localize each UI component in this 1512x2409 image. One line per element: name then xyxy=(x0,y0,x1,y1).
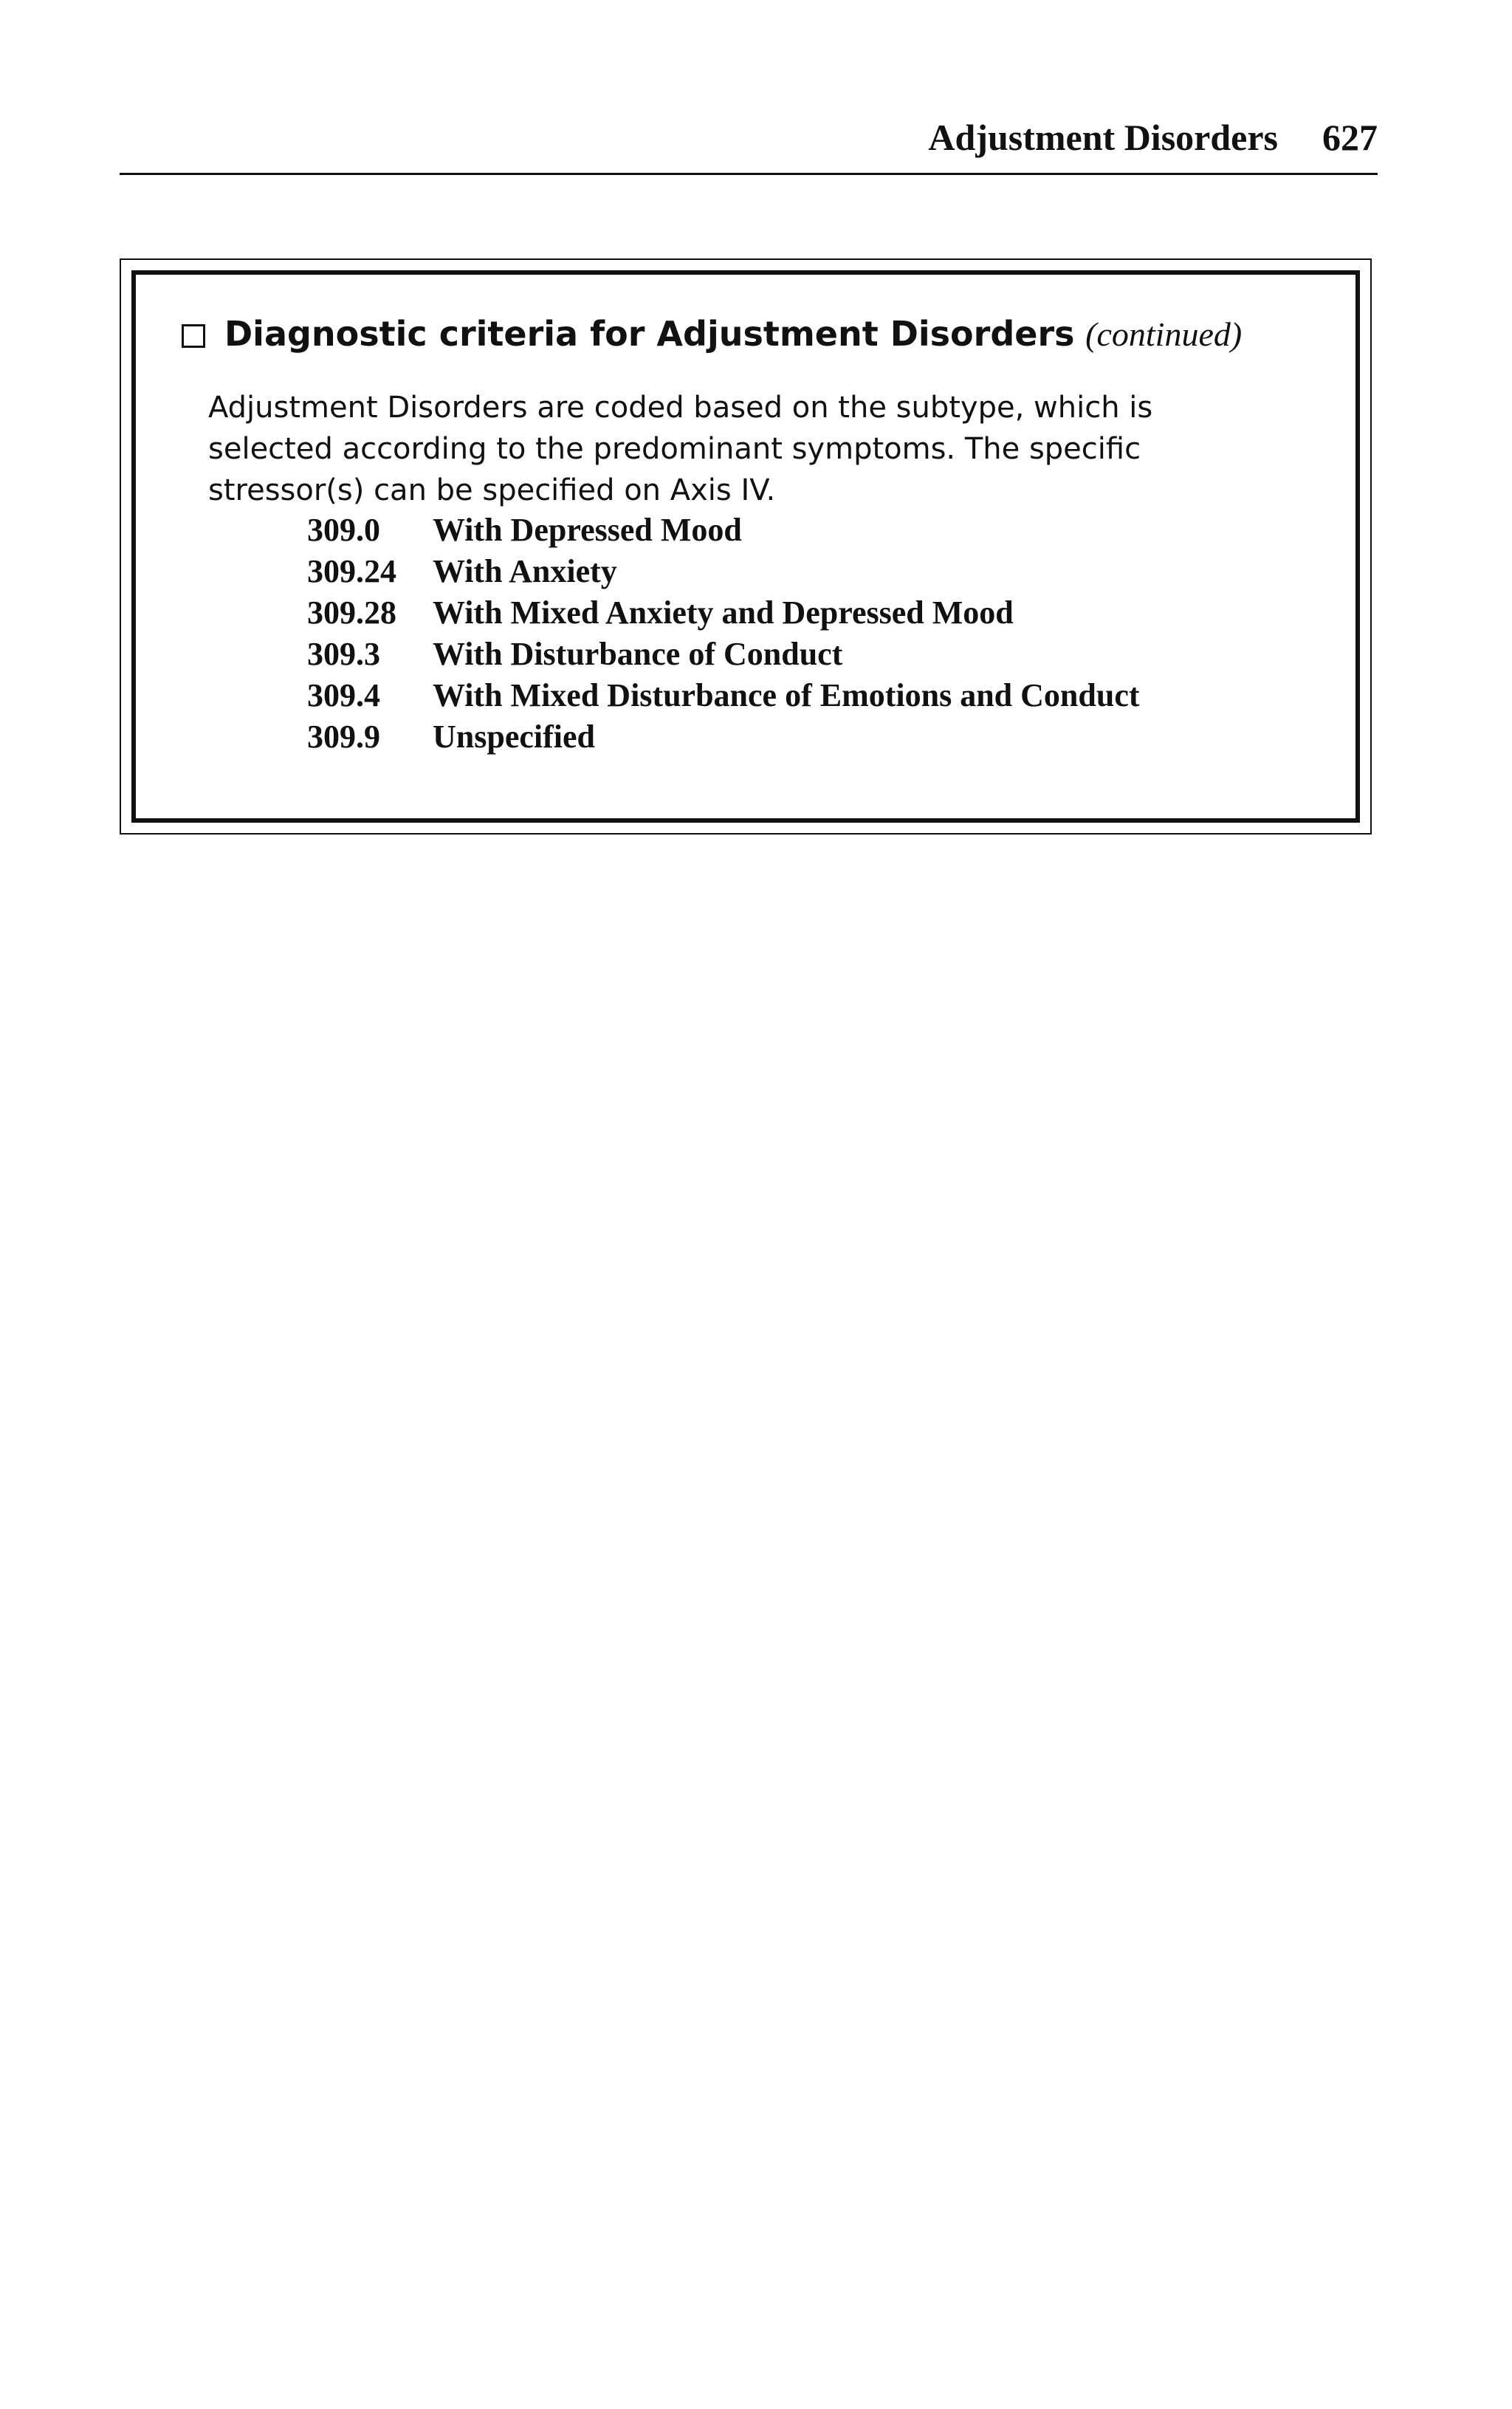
page-number: 627 xyxy=(1322,117,1378,158)
code-number: 309.28 xyxy=(307,594,396,631)
code-row xyxy=(307,675,1140,716)
checkbox-icon xyxy=(182,324,205,348)
code-row xyxy=(307,510,1140,551)
box-title-text: Diagnostic criteria for Adjustment Disorders xyxy=(224,314,1075,354)
code-label: With Mixed Disturbance of Emotions and Conduct xyxy=(433,677,1140,713)
criteria-box-inner-border xyxy=(131,270,1360,823)
running-head xyxy=(928,115,1378,160)
code-row xyxy=(307,551,1140,592)
intro-paragraph xyxy=(208,387,1271,511)
criteria-box xyxy=(120,258,1372,835)
code-row xyxy=(307,634,1140,675)
subtype-code-list xyxy=(307,510,1140,758)
code-number: 309.9 xyxy=(307,719,380,755)
code-label: With Mixed Anxiety and Depressed Mood xyxy=(433,594,1014,631)
header-rule xyxy=(120,173,1378,175)
box-title xyxy=(182,312,1242,357)
code-number: 309.3 xyxy=(307,636,380,672)
code-label: With Depressed Mood xyxy=(433,512,742,548)
box-title-note: (continued) xyxy=(1085,315,1243,353)
code-label: Unspecified xyxy=(433,719,595,755)
code-number: 309.24 xyxy=(307,553,396,589)
running-title: Adjustment Disorders xyxy=(928,117,1278,158)
intro-text: Adjustment Disorders are coded based on the subtype, which is selected according to the predominant symptoms. The specific stressor(s) can be specified on Axis IV. xyxy=(208,391,1153,507)
code-label: With Anxiety xyxy=(433,553,617,589)
code-number: 309.0 xyxy=(307,512,380,548)
code-row xyxy=(307,716,1140,758)
code-number: 309.4 xyxy=(307,677,380,713)
code-label: With Disturbance of Conduct xyxy=(433,636,843,672)
code-row xyxy=(307,592,1140,634)
